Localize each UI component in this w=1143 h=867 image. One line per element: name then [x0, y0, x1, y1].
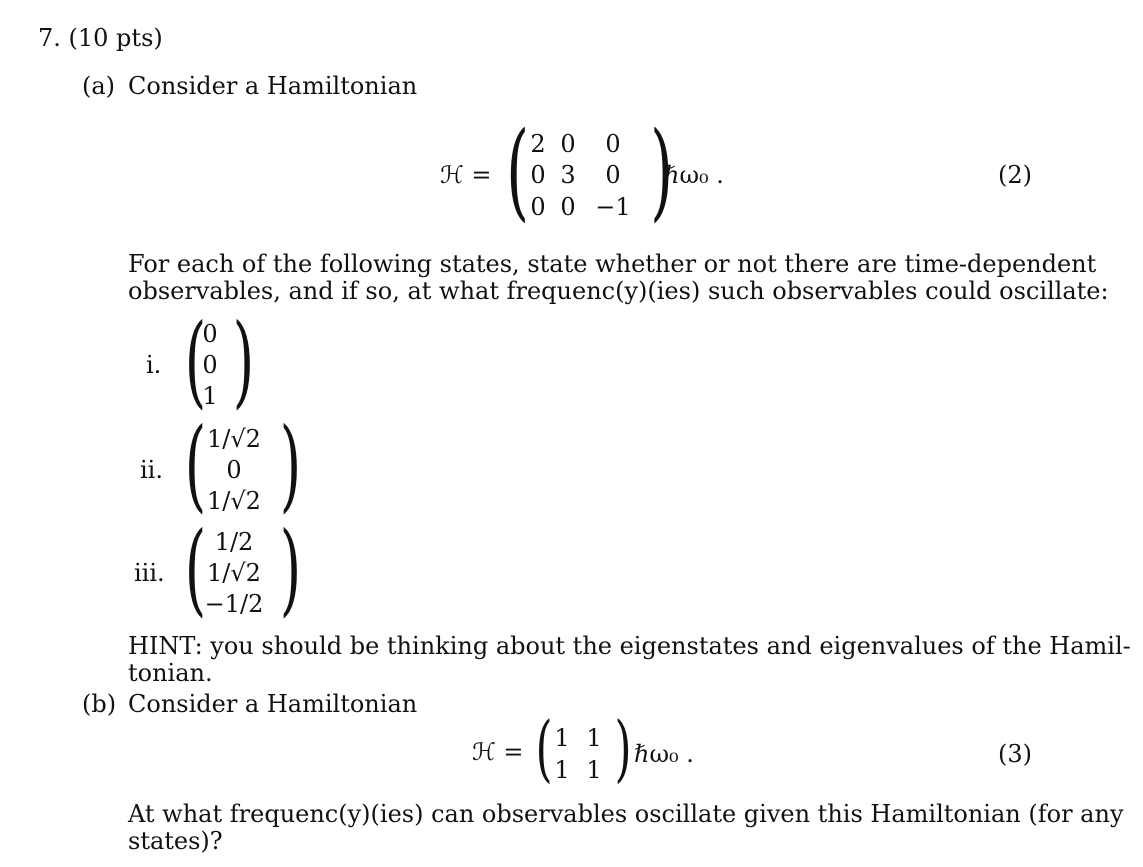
right-paren: ) — [650, 109, 674, 232]
part-b-question-line-1: At what frequenc(y)(ies) can observables oscillate given this Hamiltonian (for any — [128, 800, 1124, 828]
matrix-cell: 0 — [530, 161, 546, 189]
matrix-cell: 1 — [586, 724, 602, 752]
matrix-cell: 3 — [560, 161, 576, 189]
left-paren: ( — [184, 406, 207, 523]
vector-entry: −1/2 — [204, 590, 264, 618]
hamiltonian-lhs: ℋ = — [472, 738, 524, 766]
vector-entry: 1/2 — [214, 528, 254, 556]
part-b-intro: Consider a Hamiltonian — [128, 690, 418, 718]
equation-number: (2) — [998, 161, 1032, 189]
state-label: i. — [146, 351, 162, 379]
matrix-cell: 0 — [560, 130, 576, 158]
matrix-cell: 0 — [605, 130, 621, 158]
left-paren: ( — [184, 302, 207, 419]
vector-entry: 1/√2 — [207, 425, 261, 453]
left-paren: ( — [535, 706, 553, 790]
vector-entry: 1/√2 — [207, 559, 261, 587]
problem-header: 7. (10 pts) — [38, 24, 163, 52]
vector-entry: 0 — [202, 351, 218, 379]
right-paren: ) — [279, 510, 302, 627]
state-label: ii. — [140, 456, 163, 484]
matrix-cell: −1 — [595, 193, 631, 221]
right-paren: ) — [232, 302, 255, 419]
vector-entry: 1/√2 — [207, 487, 261, 515]
hint-line-1: HINT: you should be thinking about the eigenstates and eigenvalues of the Hamil- — [128, 632, 1131, 660]
state-label: iii. — [134, 559, 165, 587]
matrix-cell: 1 — [554, 756, 570, 784]
matrix-cell: 0 — [605, 161, 621, 189]
matrix-cell: 2 — [530, 130, 546, 158]
matrix-cell: 0 — [560, 193, 576, 221]
hbar-omega-factor: ℏω₀ . — [664, 161, 724, 189]
part-a-label: (a) — [82, 72, 116, 100]
question-line-2: observables, and if so, at what frequenc(y)(ies) such observables could oscillate: — [128, 277, 1109, 305]
matrix-cell: 1 — [554, 724, 570, 752]
part-b-question-line-2: states)? — [128, 827, 223, 855]
question-line-1: For each of the following states, state whether or not there are time-dependent — [128, 250, 1097, 278]
right-paren: ) — [279, 406, 302, 523]
right-paren: ) — [614, 706, 632, 790]
part-a-intro: Consider a Hamiltonian — [128, 72, 418, 100]
matrix-cell: 0 — [530, 193, 546, 221]
equation-number: (3) — [998, 740, 1032, 768]
part-b-label: (b) — [82, 690, 117, 718]
left-paren: ( — [506, 109, 530, 232]
vector-entry: 0 — [202, 320, 218, 348]
hbar-omega-factor: ℏω₀ . — [634, 740, 694, 768]
vector-entry: 0 — [226, 456, 242, 484]
left-paren: ( — [184, 510, 207, 627]
matrix-cell: 1 — [586, 756, 602, 784]
vector-entry: 1 — [202, 382, 218, 410]
hint-line-2: tonian. — [128, 659, 213, 687]
hamiltonian-lhs: ℋ = — [440, 161, 492, 189]
